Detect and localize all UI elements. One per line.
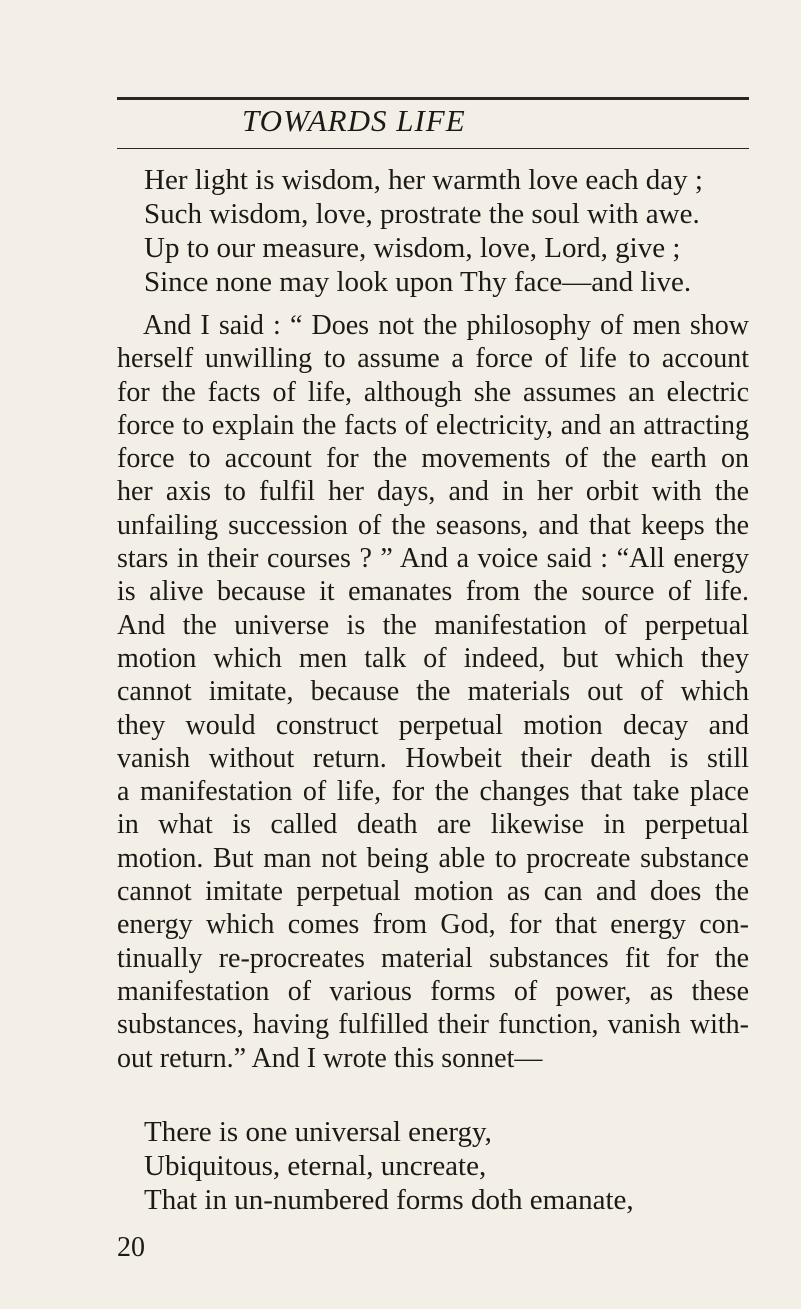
prose-line: vanish without return. Howbeit their death is still xyxy=(117,742,749,774)
prose-line: tinually re-procreates material substances fit for the xyxy=(117,942,749,974)
prose-line: unfailing succession of the seasons, and that keeps the xyxy=(117,509,749,541)
prose-line: motion which men talk of indeed, but which they xyxy=(117,642,749,674)
prose-line: force to explain the facts of electricity, and an attracting xyxy=(117,409,749,441)
prose-line: And the universe is the manifestation of perpetual xyxy=(117,609,749,641)
prose-line: cannot imitate perpetual motion as can and does the xyxy=(117,876,749,908)
header-rule-top xyxy=(117,97,749,100)
verse-line: Such wisdom, love, prostrate the soul with awe. xyxy=(144,198,700,230)
header-rule-bottom xyxy=(117,148,749,149)
verse-line: Since none may look upon Thy face—and live. xyxy=(144,266,692,298)
prose-line: stars in their courses ? ” And a voice said : “All energy xyxy=(117,543,749,575)
prose-line: manifestation of various forms of power, as these xyxy=(117,975,749,1007)
verse-line: Up to our measure, wisdom, love, Lord, give ; xyxy=(144,232,681,264)
prose-paragraph xyxy=(117,309,749,1075)
prose-line: cannot imitate, because the materials out of which xyxy=(117,676,749,708)
verse-line: That in un-numbered forms doth emanate, xyxy=(144,1184,634,1216)
verse-line: Ubiquitous, eternal, uncreate, xyxy=(144,1150,487,1182)
prose-line: a manifestation of life, for the changes that take place xyxy=(117,776,749,808)
prose-line: substances, having fulfilled their function, vanish with- xyxy=(117,1009,749,1041)
verse-stanza-1 xyxy=(144,163,703,299)
prose-line: in what is called death are likewise in perpetual xyxy=(117,809,749,841)
verse-line: Her light is wisdom, her warmth love each day ; xyxy=(144,164,703,196)
prose-line: is alive because it emanates from the source of life. xyxy=(117,576,749,608)
prose-line: her axis to fulfil her days, and in her orbit with the xyxy=(117,476,749,508)
prose-line: for the facts of life, although she assumes an electric xyxy=(117,376,749,408)
prose-line: And I said : “ Does not the philosophy of men show xyxy=(143,310,749,341)
prose-line: herself unwilling to assume a force of life to account xyxy=(117,343,749,375)
prose-line: out return.” And I wrote this sonnet— xyxy=(117,1042,543,1074)
prose-line: energy which comes from God, for that energy con- xyxy=(117,909,749,941)
verse-line: There is one universal energy, xyxy=(144,1116,492,1148)
prose-line: they would construct perpetual motion decay and xyxy=(117,709,749,741)
page-number: 20 xyxy=(117,1232,145,1263)
prose-line: force to account for the movements of the earth on xyxy=(117,443,749,475)
verse-stanza-2 xyxy=(144,1115,634,1217)
prose-line: motion. But man not being able to procreate substance xyxy=(117,842,749,874)
running-title: TOWARDS LIFE xyxy=(242,103,466,138)
